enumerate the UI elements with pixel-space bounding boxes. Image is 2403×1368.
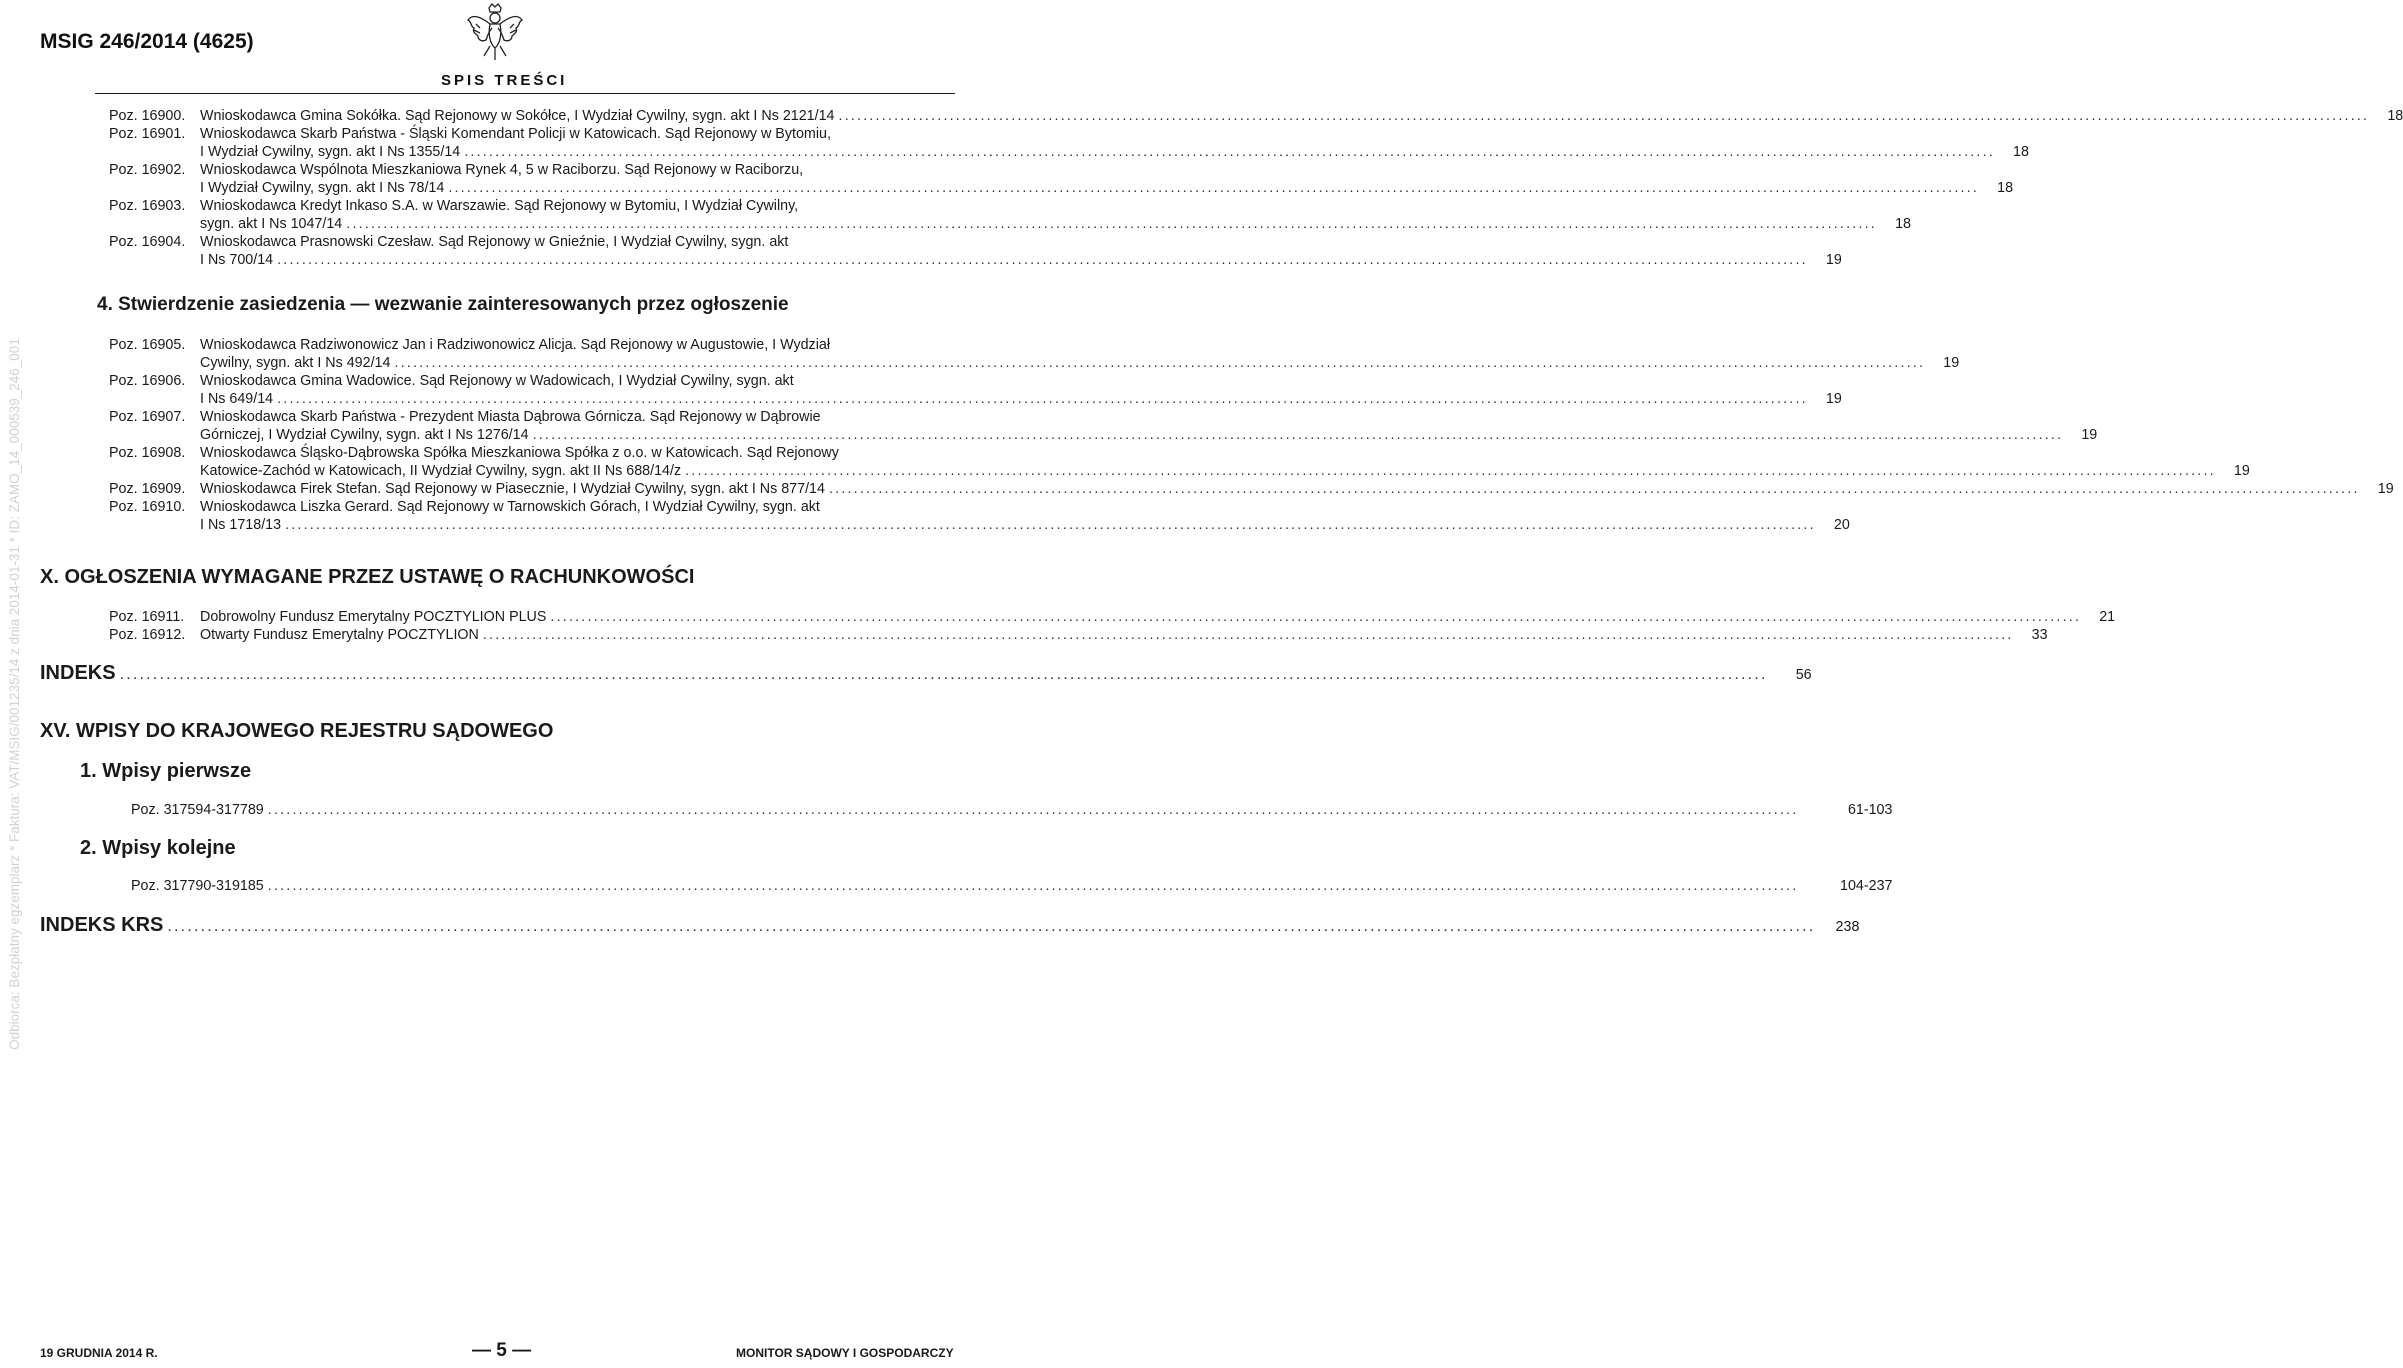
entry-text: sygn. akt I Ns 1047/14 (200, 216, 343, 232)
entry-poz: Poz. 16900. (109, 108, 186, 124)
toc-group-a (109, 107, 2403, 269)
toc-entry[interactable] (109, 608, 2116, 626)
section-heading-spis-tresci: SPIS TREŚCI (441, 72, 568, 89)
entry-page: 19 (1825, 252, 1842, 268)
toc-entry[interactable] (109, 408, 2098, 444)
entry-text: Wnioskodawca Skarb Państwa - Prezydent Miasta Dąbrowa Górnicza. Sąd Rejonowy w Dąbrowie (200, 409, 821, 425)
toc-entry[interactable] (109, 161, 2014, 197)
leader-dots (268, 878, 1799, 894)
toc-entry[interactable] (109, 233, 1842, 269)
leader-dots (268, 802, 1799, 818)
leader-dots (346, 215, 1877, 233)
entry-page: 19 (2377, 481, 2394, 497)
entry-page: 19 (2081, 427, 2098, 443)
toc-entry[interactable] (131, 802, 1893, 818)
leader-dots (394, 354, 1925, 372)
leader-dots (120, 666, 1768, 684)
entry-page: 104-237 (1840, 878, 1893, 894)
entry-text: Wnioskodawca Prasnowski Czesław. Sąd Rejonowy w Gnieźnie, I Wydział Cywilny, sygn. akt (200, 234, 789, 250)
toc-entry[interactable] (109, 197, 1911, 233)
entry-poz: Poz. 16912. (109, 627, 186, 643)
recipient-watermark: Odbiorca: Bezpłatny egzemplarz * Faktura: VAT/MSIG/001235/14 z dnia 2014-01-31 * ID: ZAMO_14_000539_246_001 (7, 338, 22, 1050)
entry-text: I Ns 649/14 (200, 391, 274, 407)
entry-text: Katowice-Zachód w Katowicach, II Wydział Cywilny, sygn. akt II Ns 688/14/z (200, 463, 682, 479)
leader-dots (550, 608, 2081, 626)
entry-page: 56 (1795, 667, 1812, 683)
entry-page: 18 (2013, 144, 2029, 160)
toc-entry[interactable] (109, 107, 2403, 125)
leader-dots (483, 626, 2014, 644)
entry-page: 21 (2099, 609, 2116, 625)
entry-poz: Poz. 16903. (109, 198, 186, 214)
leader-dots (685, 462, 2216, 480)
entry-poz: Poz. 16909. (109, 481, 186, 497)
entry-text: I Wydział Cywilny, sygn. akt I Ns 1355/14 (200, 144, 461, 160)
entry-poz: Poz. 16908. (109, 445, 186, 461)
toc-group-b (109, 336, 2394, 534)
section-4-heading: 4. Stwierdzenie zasiedzenia — wezwanie zainteresowanych przez ogłoszenie (97, 294, 789, 315)
entry-text: Wnioskodawca Gmina Sokółka. Sąd Rejonowy w Sokółce, I Wydział Cywilny, sygn. akt I Ns 2121/14 (200, 108, 835, 124)
toc-entry-indeks-krs[interactable] (40, 914, 1860, 937)
entry-page: 19 (1825, 391, 1842, 407)
entry-page: 19 (2233, 463, 2250, 479)
leader-dots (167, 918, 1815, 936)
entry-poz: Poz. 16911. (109, 609, 185, 625)
indeks-krs-label: INDEKS KRS (40, 914, 164, 936)
entry-poz: Poz. 317790-319185 (131, 878, 264, 894)
entry-text: I Ns 700/14 (200, 252, 274, 268)
entry-page: 18 (1997, 180, 2014, 196)
entry-poz: Poz. 16904. (109, 234, 186, 250)
toc-entry[interactable] (109, 444, 2250, 480)
entry-text: Dobrowolny Fundusz Emerytalny POCZTYLION PLUS (200, 609, 547, 625)
leader-dots (277, 251, 1808, 269)
entry-text: Wnioskodawca Kredyt Inkaso S.A. w Warszawie. Sąd Rejonowy w Bytomiu, I Wydział Cywilny, (200, 198, 799, 214)
entry-text: Wnioskodawca Firek Stefan. Sąd Rejonowy w Piasecznie, I Wydział Cywilny, sygn. akt I Ns 877/14 (200, 481, 825, 497)
toc-entry[interactable] (131, 878, 1893, 894)
section-x-heading: X. OGŁOSZENIA WYMAGANE PRZEZ USTAWĘ O RACHUNKOWOŚCI (40, 566, 695, 588)
entry-poz: Poz. 16901. (109, 126, 186, 142)
entry-page: 20 (1833, 517, 1850, 533)
entry-page: 18 (1895, 216, 1911, 232)
toc-entry[interactable] (109, 372, 1842, 408)
toc-group-c (109, 608, 2116, 644)
toc-entry[interactable] (109, 498, 1850, 534)
leader-dots (448, 179, 1979, 197)
entry-text: I Ns 1718/13 (200, 517, 282, 533)
entry-page: 19 (1943, 355, 1960, 371)
toc-entry[interactable] (109, 125, 2029, 161)
toc-entry[interactable] (109, 626, 2048, 644)
footer-page-number: — 5 — (472, 1340, 532, 1361)
entry-poz: Poz. 16906. (109, 373, 186, 389)
entry-text: Wnioskodawca Gmina Wadowice. Sąd Rejonowy w Wadowicach, I Wydział Cywilny, sygn. akt (200, 373, 794, 389)
entry-text: Wnioskodawca Liszka Gerard. Sąd Rejonowy w Tarnowskich Górach, I Wydział Cywilny, sygn. akt (200, 499, 820, 515)
polish-eagle-emblem-icon (466, 2, 524, 64)
toc-entry-indeks[interactable] (40, 662, 1812, 685)
entry-poz: Poz. 16910. (109, 499, 186, 515)
leader-dots (464, 143, 1995, 161)
entry-page: 61-103 (1847, 802, 1893, 818)
entry-text: Otwarty Fundusz Emerytalny POCZTYLION (200, 627, 479, 643)
entry-poz: Poz. 16905. (109, 337, 186, 353)
entry-poz: Poz. 16907. (109, 409, 186, 425)
entry-poz: Poz. 16902. (109, 162, 186, 178)
leader-dots (277, 390, 1808, 408)
entry-text: Wnioskodawca Śląsko-Dąbrowska Spółka Mieszkaniowa Spółka z o.o. w Katowicach. Sąd Rejonowy (200, 445, 839, 461)
footer-date: 19 GRUDNIA 2014 R. (40, 1346, 158, 1360)
entry-page: 18 (2387, 108, 2403, 124)
subsection-wpisy-pierwsze: 1. Wpisy pierwsze (80, 760, 252, 782)
entry-poz: Poz. 317594-317789 (131, 802, 264, 818)
issue-title: MSIG 246/2014 (4625) (40, 30, 254, 53)
entry-text: Cywilny, sygn. akt I Ns 492/14 (200, 355, 391, 371)
leader-dots (285, 516, 1816, 534)
section-xv-heading: XV. WPISY DO KRAJOWEGO REJESTRU SĄDOWEGO (40, 720, 554, 742)
entry-text: Górniczej, I Wydział Cywilny, sygn. akt I Ns 1276/14 (200, 427, 529, 443)
subsection-wpisy-kolejne: 2. Wpisy kolejne (80, 837, 236, 859)
leader-dots (533, 426, 2064, 444)
entry-page: 238 (1835, 919, 1860, 935)
header-divider (95, 93, 955, 94)
entry-page: 33 (2031, 627, 2048, 643)
entry-text: I Wydział Cywilny, sygn. akt I Ns 78/14 (200, 180, 445, 196)
entry-text: Wnioskodawca Radziwonowicz Jan i Radziwonowicz Alicja. Sąd Rejonowy w Augustowie, I Wydział (200, 337, 831, 353)
leader-dots (839, 107, 2370, 125)
indeks-label: INDEKS (40, 662, 116, 684)
leader-dots (829, 480, 2360, 498)
entry-text: Wnioskodawca Skarb Państwa - Śląski Komendant Policji w Katowicach. Sąd Rejonowy w Bytomiu, (200, 126, 831, 142)
entry-text: Wnioskodawca Wspólnota Mieszkaniowa Rynek 4, 5 w Raciborzu. Sąd Rejonowy w Raciborzu, (200, 162, 804, 178)
footer-publication: MONITOR SĄDOWY I GOSPODARCZY (736, 1346, 954, 1360)
toc-entry[interactable] (109, 336, 1960, 372)
toc-entry[interactable] (109, 480, 2394, 498)
